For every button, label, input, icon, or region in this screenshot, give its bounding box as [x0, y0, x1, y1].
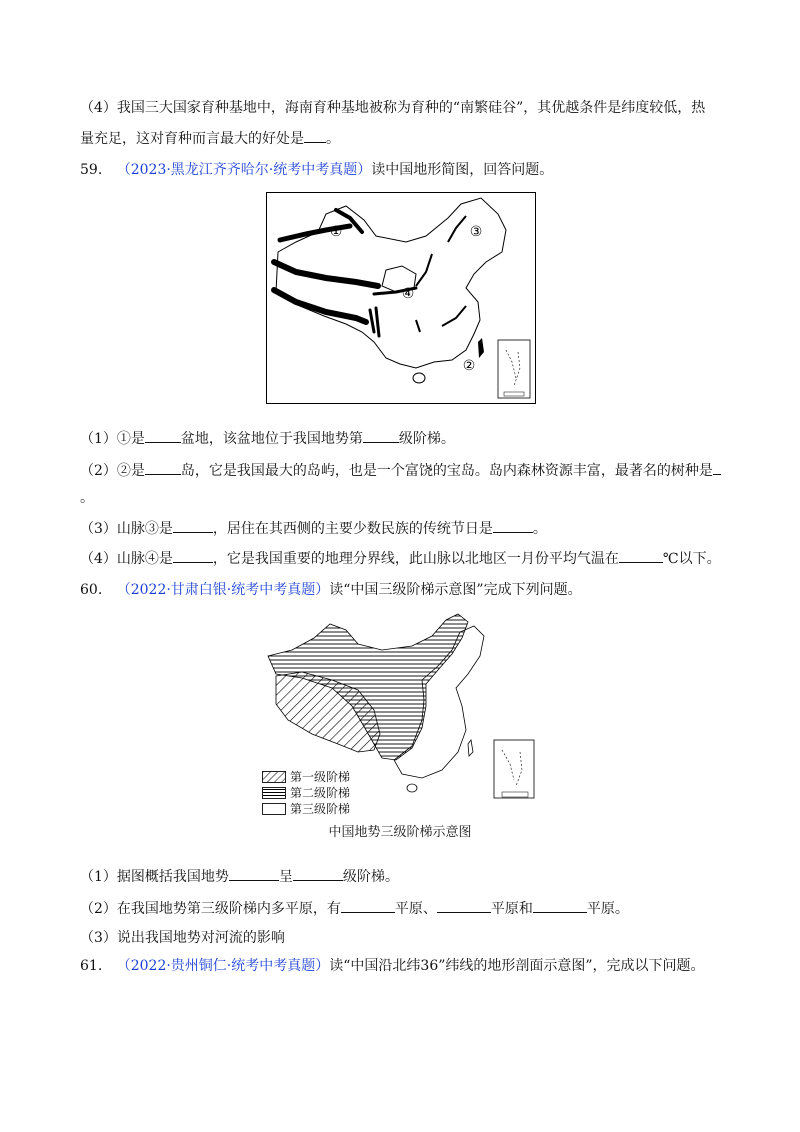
q60-p3: （3）说出我国地势对河流的影响 [80, 930, 285, 946]
answer-blank[interactable] [363, 428, 399, 443]
q59-p2-end: 。 [80, 490, 94, 506]
q58-4-line2: 量充足，这对育种而言最大的好处是 。 [80, 128, 340, 149]
q59-p1: （1）①是 盆地，该盆地位于我国地势第 级阶梯。 [80, 428, 455, 449]
q61-stem: 61. （2022·贵州铜仁·统考中考真题）读“中国沿北纬36”纬线的地形剖面示意图”，完成以下问题。 [80, 958, 705, 974]
question-source: （2022·贵州铜仁·统考中考真题） [116, 958, 330, 974]
answer-blank[interactable] [173, 548, 213, 563]
q59-p3: （3）山脉③是 ，居住在其西侧的主要少数民族的传统节日是 。 [80, 518, 547, 539]
answer-blank[interactable] [229, 866, 279, 881]
answer-blank[interactable] [619, 548, 663, 563]
question-source: （2023·黑龙江齐齐哈尔·统考中考真题） [116, 162, 372, 178]
answer-blank[interactable] [145, 460, 181, 475]
answer-blank[interactable] [437, 898, 491, 913]
map-label-4: ④ [401, 286, 415, 302]
q59-p2: （2）②是 岛，它是我国最大的岛屿，也是一个富饶的宝岛。岛内森林资源丰富，最著名的树种是 [80, 460, 721, 481]
answer-blank[interactable] [293, 866, 343, 881]
answer-blank[interactable] [173, 518, 213, 533]
legend-step-three: 第三级阶梯 [262, 802, 350, 816]
q59-stem: 59. （2023·黑龙江齐齐哈尔·统考中考真题）读中国地形简图，回答问题。 [80, 162, 554, 178]
legend-swatch-horizontal [262, 787, 286, 799]
answer-blank[interactable] [304, 128, 326, 143]
answer-blank[interactable] [145, 428, 181, 443]
south-china-sea-inset [494, 740, 534, 798]
legend-swatch-diagonal [262, 771, 286, 783]
answer-blank[interactable] [713, 460, 721, 475]
map-label-1: ① [329, 224, 343, 240]
question-source: （2022·甘肃白银·统考中考真题） [116, 582, 330, 598]
legend-step-one: 第一级阶梯 [262, 770, 350, 784]
q60-stem: 60. （2022·甘肃白银·统考中考真题）读“中国三级阶梯示意图”完成下列问题。 [80, 582, 582, 598]
q59-p4: （4）山脉④是 ，它是我国重要的地理分界线，此山脉以北地区一月份平均气温在 ℃以下。 [80, 548, 721, 569]
q60-p2: （2）在我国地势第三级阶梯内多平原，有 平原、 平原和 平原。 [80, 898, 629, 919]
answer-blank[interactable] [533, 898, 587, 913]
south-china-sea-inset [498, 340, 530, 398]
china-terrain-map [266, 192, 536, 404]
map-label-2: ② [462, 358, 476, 374]
legend-step-two: 第二级阶梯 [262, 786, 350, 800]
legend-swatch-blank [262, 803, 286, 815]
map-label-3: ③ [469, 224, 483, 240]
answer-blank[interactable] [493, 518, 533, 533]
answer-blank[interactable] [341, 898, 395, 913]
q58-4-line1: （4）我国三大国家育种基地中，海南育种基地被称为育种的“南繁硅谷”，其优越条件是纬度较低，热 [80, 100, 706, 116]
figure-caption: 中国地势三级阶梯示意图 [328, 825, 472, 840]
q60-p1: （1）据图概括我国地势 呈 级阶梯。 [80, 866, 399, 887]
